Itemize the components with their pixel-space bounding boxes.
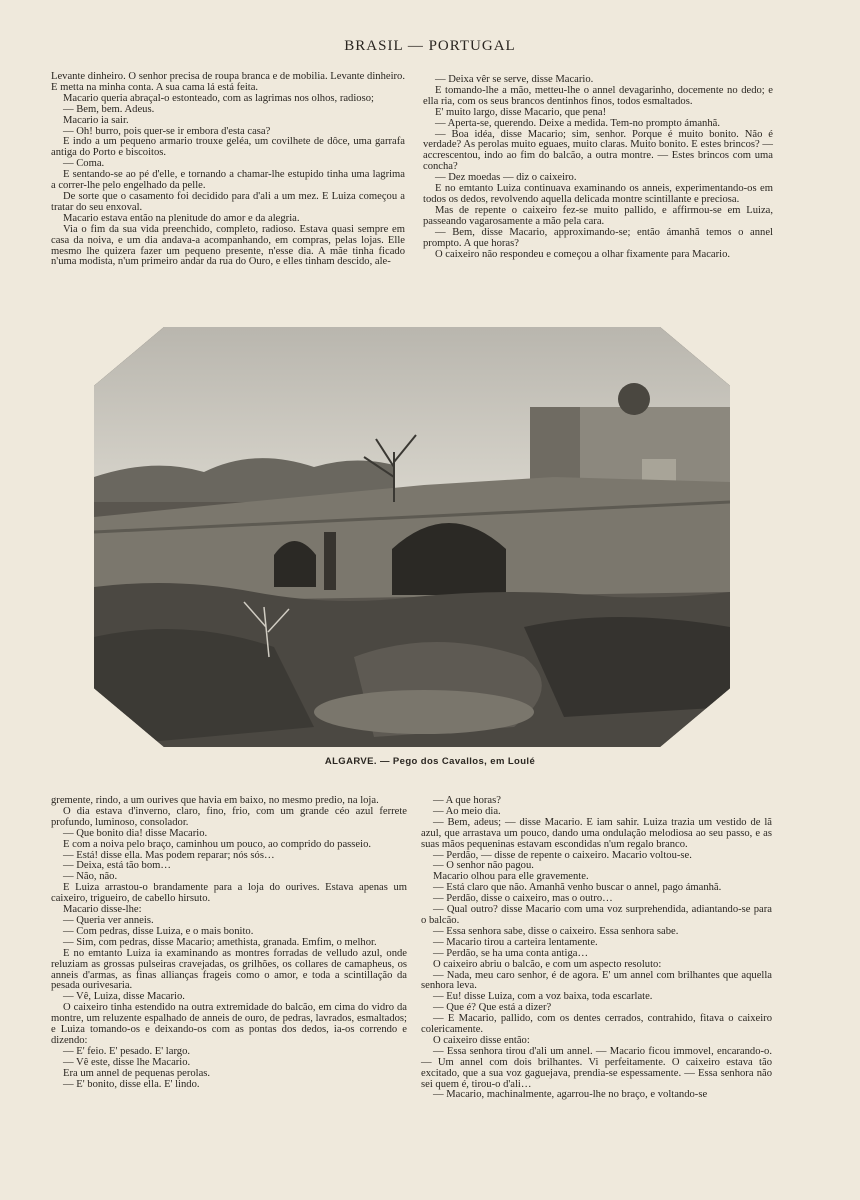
paragraph: O caixeiro tinha estendido na outra extremidade do balcão, em cima do vidro da montre, um reluzente espalhado de anneis de ouro, de pedras, lavrados, esmaltados; e Luiza tomando-os e deixando-os com as pontas dos dedos, ia-os correndo e dizendo: xyxy=(51,1002,407,1046)
column-bottom-left xyxy=(51,796,407,1090)
paragraph: — O senhor não pagou. xyxy=(433,860,534,872)
paragraph: — Bem, disse Macario, approximando-se; então ámanhã temos o annel prompto. A que horas? xyxy=(423,226,773,249)
paragraph: — Sim, com pedras, disse Macario; amethista, granada. Emfim, o melhor. xyxy=(63,936,377,948)
paragraph: E indo a um pequeno armario trouxe geléa, um covilhete de dôce, uma garrafa antiga do Porto e biscoitos. xyxy=(51,136,405,159)
paragraph: — Ao meio dia. xyxy=(433,805,501,817)
paragraph: — Essa senhora tirou d'ali um annel. — Macario ficou immovel, encarando-o. — Um annel com dois brilhantes. Vi perfeitamente. O caixeiro estava tão excitado, que a sua voz gaguejava, prendia-se espessamente. — Essa senhora não sei quem é, tirou-o d'ali… xyxy=(421,1045,772,1090)
paragraph: — Que é? Que está a dizer? xyxy=(433,1002,552,1014)
paragraph: E no emtanto Luiza ia examinando as montres forradas de velludo azul, onde reluziam as grossas pulseiras cravejadas, os grilhões, os collares de camapheus, os anneis d'armas, as finas allianças frageis como o amor, e toda a scintillação da pesada ourivesaria. xyxy=(51,947,407,992)
paragraph: O caixeiro abriu o balcão, e com um aspecto resoluto: xyxy=(433,958,662,970)
paragraph: — Boa idéa, disse Macario; sim, senhor. Porque é muito bonito. Não é verdade? As perolas muito eguaes, muito claras. Muito bonito. E estes brincos? — accrescentou, indo ao fim do balcão, a outra montre. — Estes brincos com uma concha? xyxy=(423,128,773,173)
paragraph: Era um annel de pequenas perolas. xyxy=(63,1067,211,1079)
paragraph: E Luiza arrastou-o brandamente para a loja do ourives. Estava apenas um caixeiro, trigueiro, de cabello hirsuto. xyxy=(51,882,407,905)
paragraph: — Não, não. xyxy=(63,871,118,883)
paragraph: E' muito largo, disse Macario, que pena! xyxy=(435,106,607,118)
paragraph: — Deixa vêr se serve, disse Macario. xyxy=(435,74,594,85)
paragraph: — Deixa, está tão bom… xyxy=(63,860,171,872)
paragraph: — Que bonito dia! disse Macario. xyxy=(63,827,208,839)
paragraph: Macario olhou para elle gravemente. xyxy=(433,871,589,883)
paragraph: — Perdão, se ha uma conta antiga… xyxy=(433,947,589,959)
page-header: BRASIL — PORTUGAL xyxy=(344,38,516,54)
paragraph: gremente, rindo, a um ourives que havia em baixo, no mesmo predio, na loja. xyxy=(51,795,379,806)
paragraph: — Perdão, disse o caixeiro, mas o outro… xyxy=(433,893,613,905)
paragraph: — Qual outro? disse Macario com uma voz surprehendida, adiantando-se para o balcão. xyxy=(421,904,772,926)
paragraph: Macario queria abraçal-o estonteado, com as lagrimas nos olhos, radioso; xyxy=(63,92,374,104)
paragraph: — Coma. xyxy=(63,158,105,170)
paragraph: — Aperta-se, querendo. Deixe a medida. Tem-no prompto ámanhã. xyxy=(435,117,721,129)
paragraph: Levante dinheiro. O senhor precisa de roupa branca e de mobilia. Levante dinheiro. E metta na minha conta. A sua cama lá está feita. xyxy=(51,71,405,93)
paragraph: — Dez moedas — diz o caixeiro. xyxy=(435,172,577,184)
paragraph: — Perdão, — disse de repente o caixeiro. Macario voltou-se. xyxy=(433,849,692,861)
paragraph: — E Macario, pallido, com os dentes cerrados, contrahido, fitava o caixeiro colericamente. xyxy=(421,1013,772,1036)
paragraph: — Queria ver anneis. xyxy=(63,914,154,926)
paragraph: — Com pedras, disse Luiza, e o mais bonito. xyxy=(63,925,254,937)
paragraph: — Macario tirou a carteira lentamente. xyxy=(433,936,598,948)
paragraph: E sentando-se ao pé d'elle, e tornando a chamar-lhe estupido tinha uma lagrima a correr-lhe pelo engelhado da pelle. xyxy=(51,169,405,192)
paragraph: — Macario, machinalmente, agarrou-lhe no braço, e voltando-se xyxy=(433,1089,708,1101)
paragraph: — Bem, bem. Adeus. xyxy=(63,103,155,115)
column-bottom-right xyxy=(421,796,772,1101)
paragraph: O caixeiro não respondeu e começou a olhar fixamente para Macario. xyxy=(435,248,731,260)
paragraph: — Está! disse ella. Mas podem reparar; nós sós… xyxy=(63,849,275,861)
paragraph: De sorte que o casamento foi decidido para d'ali a um mez. E Luiza começou a tratar do seu enxoval. xyxy=(51,190,405,213)
paragraph: — Nada, meu caro senhor, é de agora. E' um annel com brilhantes que aquella senhora leva. xyxy=(421,969,772,992)
landscape-photo xyxy=(94,327,730,747)
paragraph: — E' feio. E' pesado. E' largo. xyxy=(63,1045,191,1057)
paragraph: Macario disse-lhe: xyxy=(63,904,142,916)
paragraph: — Oh! burro, pois quer-se ir embora d'esta casa? xyxy=(63,125,271,137)
paragraph: E tomando-lhe a mão, metteu-lhe o annel devagarinho, docemente no dedo; e ella ria, com os seus brancos dentinhos finos, todos esmaltados. xyxy=(423,84,773,107)
paragraph: — Bem, adeus; — disse Macario. E iam sahir. Luiza trazia um vestido de lã azul, que arrastava um pouco, dando uma ondulação melodiosa ao seu passo, e as suas mãos pequeninas estavam escondidas n'um regalo branco. xyxy=(421,816,772,850)
paragraph: Via o fim da sua vida preenchido, completo, radioso. Estava quasi sempre em casa da noiva, e um dia andava-a acompanhando, em compras, pelas lojas. Elle mesmo lhe quizera fazer um pequeno presente, n'esse dia. A mãe tinha ficado n'uma modista, n'um primeiro andar da rua do Ouro, e elles tinham descido, ale- xyxy=(51,223,405,268)
column-top-right xyxy=(423,75,773,260)
paragraph: — Eu! disse Luiza, com a voz baixa, toda escarlate. xyxy=(433,991,653,1003)
paragraph: — E' bonito, disse ella. E' lindo. xyxy=(63,1078,200,1090)
paragraph: — Está claro que não. Amanhã venho buscar o annel, pago ámanhã. xyxy=(433,882,722,894)
paragraph: E com a noiva pelo braço, caminhou um pouco, ao comprido do passeio. xyxy=(63,838,372,850)
paragraph: Macario estava então na plenitude do amor e da alegria. xyxy=(63,212,300,224)
paragraph: Mas de repente o caixeiro fez-se muito pallido, e affirmou-se em Luiza, passeando vagarosamente a mão pela cara. xyxy=(423,204,773,227)
paragraph: — Essa senhora sabe, disse o caixeiro. Essa senhora sabe. xyxy=(433,925,679,937)
paragraph: — Vê este, disse lhe Macario. xyxy=(63,1056,191,1068)
paragraph: O caixeiro disse então: xyxy=(433,1034,530,1046)
paragraph: E no emtanto Luiza continuava examinando os anneis, experimentando-os em todos os dedos, revolvendo aquella delicada montre scintillante e preciosa. xyxy=(423,183,773,205)
photo-caption: ALGARVE. — Pego dos Cavallos, em Loulé xyxy=(324,756,536,767)
paragraph: — Vê, Luiza, disse Macario. xyxy=(63,991,185,1003)
paragraph: — A que horas? xyxy=(433,795,501,806)
column-top-left xyxy=(51,72,405,268)
paragraph: Macario ia sair. xyxy=(63,114,129,126)
paragraph: O dia estava d'inverno, claro, fino, frio, com um grande céo azul ferrete profundo, luminoso, consolador. xyxy=(51,805,407,828)
